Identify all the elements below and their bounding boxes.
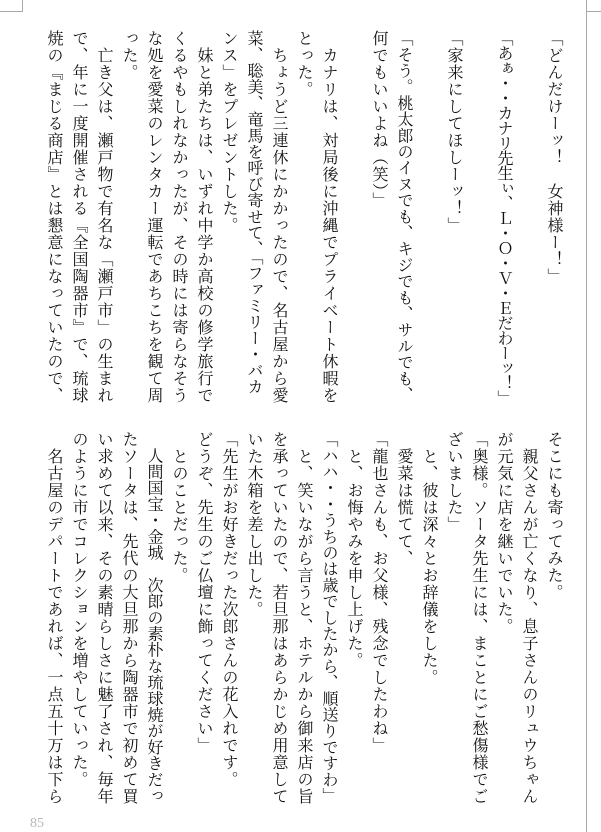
crop-mark [0, 11, 22, 12]
text-line: で、年に一度開催される『全国陶器市』で、琉球 [70, 30, 87, 404]
text-line: どうぞ、先生のご仏壇に飾ってください」 [195, 431, 212, 754]
text-line: 愛菜は慌てて、 [395, 431, 412, 567]
text-line: 「そう。桃太郎のイヌでも、キジでも、サルでも、 [395, 30, 412, 403]
upper-text-block [41, 30, 566, 422]
page-number: 85 [30, 816, 44, 831]
text-line: 「奥様。ソータ先生には、まことにご愁傷様でご [470, 431, 487, 805]
text-line: 名古屋のデパートであれば、一点五十万は下ら [45, 431, 62, 805]
lower-text-block [41, 431, 566, 823]
text-line: そこにも寄ってみた。 [545, 431, 562, 601]
text-line: とのことだった。 [170, 431, 187, 584]
text-line: を承っていたので、若旦那はあらかじめ用意して [270, 431, 287, 805]
text-line: 何でもいいよね（笑）」 [370, 30, 387, 209]
text-line: 「あぁ・・カナリ先生ぃ、Ｌ・Ｏ・Ｖ・Ｅだわーッ！」 [495, 30, 512, 405]
text-line: 亡き父は、瀬戸物で有名な「瀬戸市」の生まれ [95, 30, 112, 404]
crop-mark [587, 11, 601, 12]
text-line: と、お悔やみを申し上げた。 [345, 431, 362, 669]
blank-line [466, 30, 491, 422]
text-line: ちょうど三連休にかかったので、名古屋から愛 [270, 30, 287, 404]
text-line: 妹と弟たちは、いずれ中学か高校の修学旅行で [195, 30, 212, 404]
text-line: くるやもしれなかったが、その時には寄らなそう [170, 30, 187, 404]
blank-line [341, 30, 366, 422]
text-line: 親父さんが亡くなり、息子さんのリュウちゃん [520, 431, 537, 805]
crop-mark [22, 0, 23, 12]
text-line: と、笑いながら言うと、ホテルから御来店の旨 [295, 431, 312, 805]
text-line: が元気に店を継いでいた。 [495, 431, 512, 635]
text-line: と、彼は深々とお辞儀をした。 [420, 431, 437, 686]
text-line: 焼の『まじる商店』とは懇意になっていたので、 [45, 30, 62, 404]
text-line: 「ハハ・・うちのは歳でしたから、順送りですわ」 [320, 431, 337, 804]
text-line: ンス」をプレゼントした。 [220, 30, 237, 234]
text-line: 「先生がお好きだった次郎さんの花入れです。 [220, 431, 237, 788]
page-edge-line [586, 0, 587, 832]
text-line: 「龍也さんも、お父様、残念でしたわね」 [370, 431, 387, 754]
text-line: 「どんだけーッ！ 女神様ー！」 [545, 30, 562, 285]
text-line: カナリは、対局後に沖縄でプライベート休暇を [320, 30, 337, 404]
text-line: 「家来にしてほしーッ！」 [445, 30, 462, 234]
text-line: った。 [120, 30, 137, 81]
text-line: いた木箱を差し出した。 [245, 431, 262, 618]
text-line: 人間国宝・金城 次郎の素朴な琉球焼が好きだっ [145, 431, 162, 804]
text-line: い求めて以来、その素晴らしさに魅了され、毎年 [95, 431, 112, 805]
text-line: な処を愛菜のレンタカー運転であちこちを観て周 [145, 30, 162, 404]
blank-line [416, 30, 441, 422]
blank-line [516, 30, 541, 422]
text-line: とった。 [295, 30, 312, 98]
text-line: たソータは、先代の大旦那から陶器市で初めて買 [120, 431, 137, 805]
text-line: のように市でコレクションを増やしていった。 [70, 431, 87, 788]
text-line: ざいました」 [445, 431, 462, 533]
text-line: 菜、聡美、竜馬を呼び寄せて、「ファミリー・バカ [245, 30, 262, 395]
